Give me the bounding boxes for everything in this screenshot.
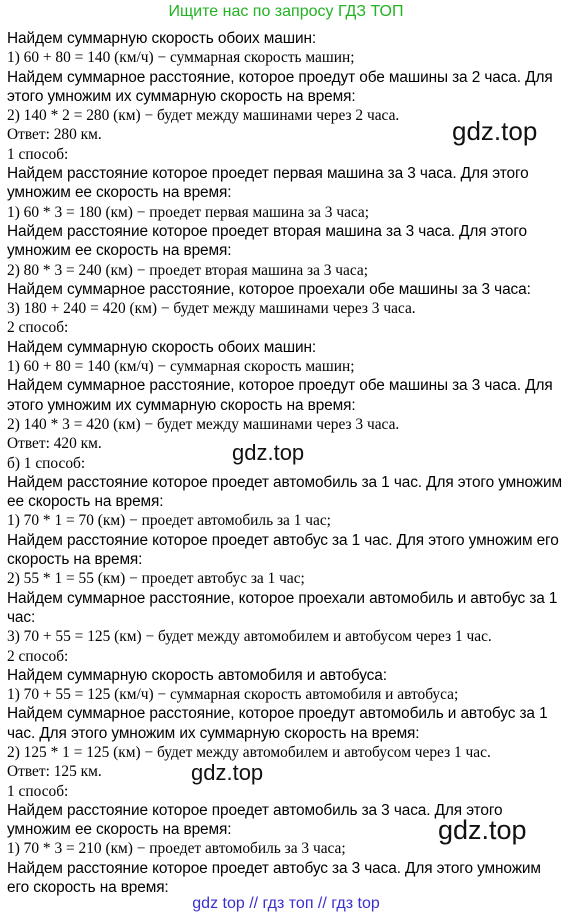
text-line: Найдем расстояние которое проедет автомобиль за 3 часа. Для этого	[7, 801, 503, 819]
text-line: Найдем расстояние которое проедет автобус за 1 час. Для этого умножим его	[7, 531, 559, 549]
text-line: Найдем расстояние которое проедет вторая машина за 3 часа. Для этого	[7, 222, 527, 240]
text-line: Найдем суммарную скорость обоих машин:	[7, 30, 317, 47]
text-line: 1) 60 * 3 = 180 (км) − проедет первая машина за 3 часа;	[7, 203, 370, 221]
text-line: Найдем расстояние которое проедет первая машина за 3 часа. Для этого	[7, 165, 529, 183]
text-line: Ответ: 125 км.	[7, 763, 102, 781]
text-line: 1 способ:	[7, 782, 69, 800]
watermark: gdz.top	[191, 760, 264, 785]
text-line: 1 способ:	[7, 145, 69, 163]
search-banner: Ищите нас по запросу ГДЗ ТОП	[168, 3, 404, 20]
text-line: 1) 60 + 80 = 140 (км/ч) − суммарная скорость машин;	[7, 358, 355, 376]
text-line: Найдем расстояние которое проедет автомобиль за 1 час. Для этого умножим	[7, 473, 562, 491]
text-line: 2) 55 * 1 = 55 (км) − проедет автобус за 1 час;	[7, 570, 305, 588]
watermark: gdz.top	[438, 815, 527, 845]
text-line: 1) 70 * 3 = 210 (км) − проедет автомобиль за 3 часа;	[7, 840, 346, 858]
text-line: умножим ее скорость на время:	[7, 242, 232, 260]
text-line: Найдем суммарное расстояние, которое проедут автомобиль и автобус за 1	[7, 705, 548, 723]
text-line: этого умножим их суммарную скорость на время:	[7, 396, 356, 414]
text-line: 1) 60 + 80 = 140 (км/ч) − суммарная скорость машин;	[7, 49, 355, 67]
text-line: Найдем суммарную скорость автомобиля и автобуса:	[7, 666, 387, 684]
watermark: gdz.top	[232, 440, 305, 465]
text-line: ее скорость на время:	[7, 493, 164, 511]
text-line: Найдем суммарное расстояние, которое проедут обе машины за 3 часа. Для	[7, 377, 553, 395]
footer-links: gdz top // гдз топ // гдз top	[192, 895, 380, 912]
text-line: Ответ: 280 км.	[7, 126, 102, 144]
text-line: Найдем суммарную скорость обоих машин:	[7, 338, 317, 356]
text-line: Найдем суммарное расстояние, которое проедут обе машины за 2 часа. Для	[7, 68, 553, 86]
text-line: 1) 70 * 1 = 70 (км) − проедет автомобиль за 1 час;	[7, 512, 331, 530]
text-line: этого умножим их суммарную скорость на время:	[7, 87, 356, 105]
text-line: Найдем суммарное расстояние, которое проехали обе машины за 3 часа:	[7, 280, 531, 298]
text-line: Найдем суммарное расстояние, которое проехали автомобиль и автобус за 1	[7, 589, 558, 607]
text-line: 1) 70 + 55 = 125 (км/ч) − суммарная скорость автомобиля и автобуса;	[7, 686, 459, 704]
text-line: 2) 140 * 3 = 420 (км) − будет между машинами через 3 часа.	[7, 415, 400, 433]
text-line: скорость на время:	[7, 551, 143, 569]
text-line: умножим ее скорость на время:	[7, 184, 232, 202]
text-line: 3) 180 + 240 = 420 (км) − будет между машинами через 3 часа.	[7, 300, 416, 318]
text-line: 2 способ:	[7, 647, 69, 665]
text-line: 2) 80 * 3 = 240 (км) − проедет вторая машина за 3 часа;	[7, 261, 368, 279]
text-line: час. Для этого умножим их суммарную скорость на время:	[7, 724, 420, 742]
text-line: 2) 125 * 1 = 125 (км) − будет между автомобилем и автобусом через 1 час.	[7, 743, 491, 761]
text-line: 3) 70 + 55 = 125 (км) − будет между автомобилем и автобусом через 1 час.	[7, 628, 492, 646]
watermark: gdz.top	[452, 116, 538, 146]
text-line: Найдем расстояние которое проедет автобус за 3 часа. Для этого умножим	[7, 859, 541, 877]
text-line: его скорость на время:	[7, 879, 169, 897]
text-line: Ответ: 420 км.	[7, 435, 102, 453]
text-line: 2 способ:	[7, 319, 69, 337]
text-line: 2) 140 * 2 = 280 (км) − будет между машинами через 2 часа.	[7, 107, 400, 125]
text-line: час:	[7, 608, 36, 626]
text-line: б) 1 способ:	[7, 454, 86, 472]
text-line: умножим ее скорость на время:	[7, 821, 232, 839]
